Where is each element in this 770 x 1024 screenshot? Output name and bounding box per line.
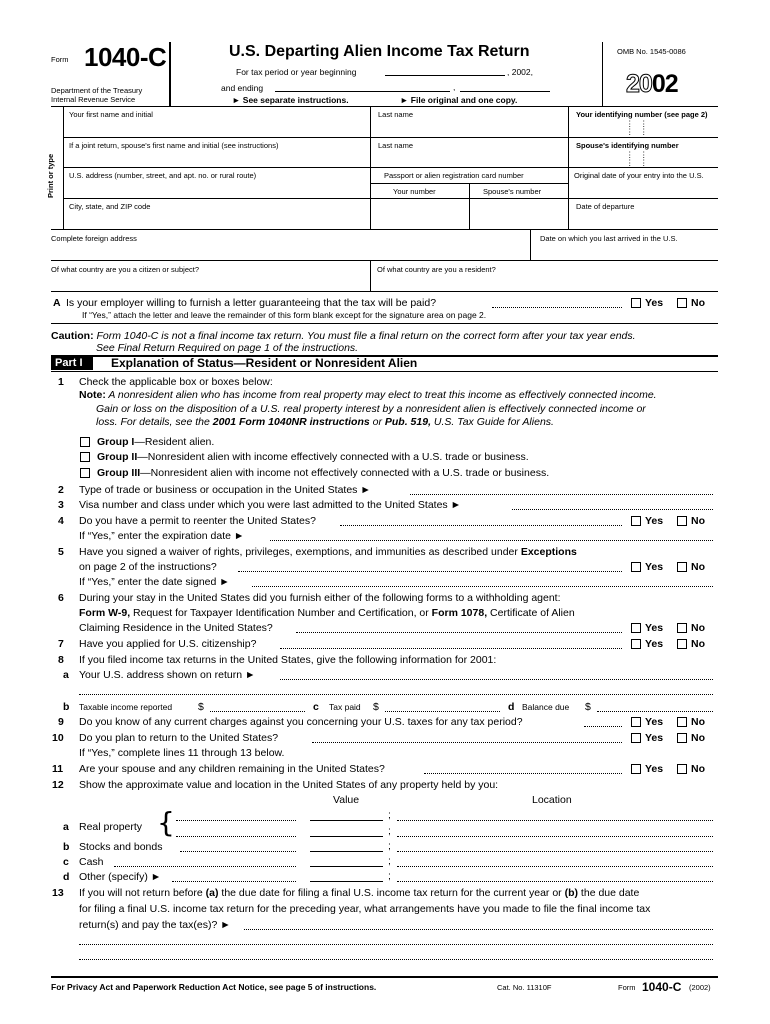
line3-field[interactable] — [512, 509, 713, 510]
leader-dots — [238, 571, 622, 572]
caution-label: Caution: — [51, 330, 94, 342]
leader-dots — [296, 632, 622, 633]
line2-text: Type of trade or business or occupation in the United States ► — [79, 484, 371, 496]
line2-field[interactable] — [410, 494, 713, 495]
stocks-location[interactable] — [397, 851, 713, 852]
omb-number: OMB No. 1545-0086 — [617, 47, 686, 56]
line-a-text: Is your employer willing to furnish a letter guaranteeing that the tax will be paid? — [66, 297, 437, 309]
rule — [51, 260, 718, 261]
group3-checkbox[interactable] — [80, 468, 90, 478]
part1-title: Explanation of Status—Resident or Nonresident Alien — [111, 356, 418, 370]
dollar-sign: $ — [373, 701, 379, 713]
file-original: ► File original and one copy. — [400, 95, 518, 105]
no-label: No — [691, 638, 705, 650]
group2-checkbox[interactable] — [80, 452, 90, 462]
line1-text: Check the applicable box or boxes below: — [79, 376, 273, 388]
semicolon: ; — [388, 825, 391, 837]
city-label: City, state, and ZIP code — [69, 202, 151, 211]
rule — [63, 198, 718, 199]
form-label: Form — [51, 55, 69, 64]
line-letter: a — [63, 821, 69, 833]
semicolon: ; — [388, 809, 391, 821]
line13-field-1[interactable] — [244, 929, 713, 930]
line11-no-checkbox[interactable] — [677, 764, 687, 774]
line-a-letter: A — [53, 297, 61, 309]
col-rule — [469, 183, 470, 229]
header-divider-right — [602, 42, 603, 106]
line10-text: Do you plan to return to the United States? — [79, 732, 279, 744]
no-label: No — [691, 297, 705, 309]
footer-rule — [51, 976, 718, 978]
yes-label: Yes — [645, 638, 664, 650]
header-divider-left — [169, 42, 171, 106]
leader-dots — [114, 866, 296, 867]
line6-yes-checkbox[interactable] — [631, 623, 641, 633]
period-year: , 2002, — [507, 67, 533, 77]
yes-label: Yes — [645, 732, 664, 744]
your-id-label: Your identifying number (see page 2) — [576, 110, 708, 119]
other-specify-field[interactable] — [172, 881, 296, 882]
cash-location[interactable] — [397, 866, 713, 867]
line8a-field-2[interactable] — [79, 694, 713, 695]
col-rule — [530, 229, 531, 260]
line4-text: Do you have a permit to reenter the United States? — [79, 515, 316, 527]
line-letter: b — [63, 701, 70, 713]
line-number: 10 — [52, 732, 64, 744]
line-a-sub: If “Yes,” attach the letter and leave the remainder of this form blank except for the signature area on page 2. — [82, 310, 487, 320]
real-property-location-1[interactable] — [397, 820, 713, 821]
yes-label: Yes — [645, 716, 664, 728]
form-number: 1040-C — [84, 42, 167, 72]
line6-text1: During your stay in the United States did you furnish either of the following forms to a withholding agent: — [79, 592, 561, 604]
entry-date-label: Original date of your entry into the U.S. — [574, 171, 704, 180]
resident-label: Of what country are you a resident? — [377, 265, 496, 274]
line4-no-checkbox[interactable] — [677, 516, 687, 526]
line10-sub: If “Yes,” complete lines 11 through 13 below. — [79, 747, 285, 759]
spouse-first-label: If a joint return, spouse's first name and initial (see instructions) — [69, 141, 279, 150]
line9-text: Do you know of any current charges against you concerning your U.S. taxes for any tax period? — [79, 716, 523, 728]
other-value[interactable] — [310, 881, 383, 882]
your-number-label: Your number — [393, 187, 436, 196]
footer-form-number: 1040-C — [642, 980, 682, 994]
period-end-year-field[interactable] — [460, 91, 550, 92]
leader-dots — [312, 742, 622, 743]
line7-text: Have you applied for U.S. citizenship? — [79, 638, 257, 650]
rule — [51, 229, 718, 230]
caution-text: Form 1040-C is not a final income tax return. You must file a final return on the correct form after your tax year ends. — [96, 330, 636, 342]
line12d-text: Other (specify) ► — [79, 871, 162, 883]
other-location[interactable] — [397, 881, 713, 882]
leader-dots — [180, 851, 296, 852]
line4-sub: If “Yes,” enter the expiration date ► — [79, 530, 245, 542]
no-label: No — [691, 716, 705, 728]
line-number: 9 — [58, 716, 64, 728]
leader-dots — [176, 820, 296, 821]
line8a-field[interactable] — [280, 679, 713, 680]
value-header: Value — [333, 794, 360, 806]
semicolon: ; — [388, 855, 391, 867]
privacy-notice: For Privacy Act and Paperwork Reduction Act Notice, see page 5 of instructions. — [51, 982, 377, 992]
rule — [51, 323, 718, 324]
rule — [51, 106, 718, 107]
dollar-sign: $ — [198, 701, 204, 713]
line6-text4: Claiming Residence in the United States? — [79, 622, 273, 634]
line-a-no-checkbox[interactable] — [677, 298, 687, 308]
col-rule — [568, 106, 569, 229]
form-title: U.S. Departing Alien Income Tax Return — [229, 43, 530, 60]
leader-dots — [176, 836, 296, 837]
departure-label: Date of departure — [576, 202, 635, 211]
line-number: 5 — [58, 546, 64, 558]
real-property-value-1[interactable] — [310, 820, 383, 821]
yes-label: Yes — [645, 763, 664, 775]
citizen-label: Of what country are you a citizen or subject? — [51, 265, 199, 274]
period-comma: , — [453, 82, 456, 92]
line13-field-3[interactable] — [79, 959, 713, 960]
semicolon: ; — [388, 840, 391, 852]
line9-yes-checkbox[interactable] — [631, 717, 641, 727]
line-letter: c — [313, 701, 319, 713]
expiration-date-field[interactable] — [270, 540, 713, 541]
leader-dots — [492, 307, 622, 308]
yes-label: Yes — [645, 561, 664, 573]
leader-dots — [340, 525, 622, 526]
line-number: 12 — [52, 779, 64, 791]
real-property-value-2[interactable] — [310, 836, 383, 837]
line12b-text: Stocks and bonds — [79, 841, 163, 853]
tax-year: 2002 — [626, 70, 678, 98]
print-or-type: Print or type — [46, 153, 55, 198]
no-label: No — [691, 515, 705, 527]
part1-label: Part I — [51, 356, 93, 370]
line12c-text: Cash — [79, 856, 104, 868]
line12a-text: Real property — [79, 821, 143, 833]
line6-no-checkbox[interactable] — [677, 623, 687, 633]
line10-no-checkbox[interactable] — [677, 733, 687, 743]
and-ending-label: and ending — [221, 83, 264, 93]
rule — [51, 371, 718, 372]
caution-line2: See Final Return Required on page 1 of the instructions. — [96, 342, 359, 354]
spouse-last-label: Last name — [378, 141, 414, 150]
period-begin-label: For tax period or year beginning — [236, 67, 357, 77]
yes-label: Yes — [645, 515, 664, 527]
line11-yes-checkbox[interactable] — [631, 764, 641, 774]
line-number: 1 — [58, 376, 64, 388]
line-a-yes-checkbox[interactable] — [631, 298, 641, 308]
spouse-id-label: Spouse's identifying number — [576, 141, 679, 150]
line-letter: a — [63, 669, 69, 681]
rule — [63, 167, 718, 168]
foreign-address-label: Complete foreign address — [51, 234, 137, 243]
line-number: 13 — [52, 887, 64, 899]
line-letter: c — [63, 856, 69, 868]
note-line2: Gain or loss on the disposition of a U.S. real property interest by a nonresident alien is effectively connected income or — [96, 403, 646, 415]
line-number: 3 — [58, 499, 64, 511]
rule — [63, 137, 718, 138]
line5-sub: If “Yes,” enter the date signed ► — [79, 576, 230, 588]
line9-no-checkbox[interactable] — [677, 717, 687, 727]
location-header: Location — [532, 794, 572, 806]
col-rule — [370, 260, 371, 291]
line5-yes-checkbox[interactable] — [631, 562, 641, 572]
line-number: 6 — [58, 592, 64, 604]
no-label: No — [691, 732, 705, 744]
rule — [51, 291, 718, 292]
line-number: 8 — [58, 654, 64, 666]
yes-label: Yes — [645, 297, 664, 309]
dept-treasury: Department of the Treasury — [51, 86, 143, 95]
dollar-sign: $ — [585, 701, 591, 713]
first-name-label: Your first name and initial — [69, 110, 153, 119]
line-number: 11 — [52, 763, 64, 775]
no-label: No — [691, 561, 705, 573]
col-rule — [370, 106, 371, 229]
line12-text: Show the approximate value and location in the United States of any property held by you: — [79, 779, 499, 791]
line4-yes-checkbox[interactable] — [631, 516, 641, 526]
passport-label: Passport or alien registration card number — [384, 171, 524, 180]
tax-paid-field[interactable] — [385, 711, 500, 712]
line8-text: If you filed income tax returns in the United States, give the following information for 2001: — [79, 654, 497, 666]
cat-number: Cat. No. 11310F — [497, 983, 552, 992]
side-rule — [63, 106, 64, 229]
no-label: No — [691, 763, 705, 775]
address-label: U.S. address (number, street, and apt. no. or rural route) — [69, 171, 257, 180]
leader-dots — [280, 648, 622, 649]
line11-text: Are your spouse and any children remaining in the United States? — [79, 763, 385, 775]
leader-dots — [584, 726, 622, 727]
date-signed-field[interactable] — [252, 586, 713, 587]
stocks-value[interactable] — [310, 851, 383, 852]
semicolon: ; — [388, 870, 391, 882]
line8b-text: Taxable income reported — [79, 702, 173, 712]
group1-checkbox[interactable] — [80, 437, 90, 447]
irs-label: Internal Revenue Service — [51, 95, 136, 104]
line8d-text: Balance due — [522, 702, 570, 712]
footer-year: (2002) — [689, 983, 711, 992]
period-begin-field[interactable] — [385, 75, 505, 76]
line13-text3: return(s) and pay the tax(es)? ► — [79, 919, 231, 931]
line7-no-checkbox[interactable] — [677, 639, 687, 649]
line5-text2: on page 2 of the instructions? — [79, 561, 217, 573]
leader-dots — [424, 773, 622, 774]
taxable-income-field[interactable] — [210, 711, 305, 712]
line-letter: d — [508, 701, 515, 713]
line13-text2: for filing a final U.S. income tax return for the preceding year, what arrangements have you made to file the final income tax — [79, 903, 651, 915]
spouse-number-label: Spouse's number — [483, 187, 542, 196]
see-instructions: ► See separate instructions. — [232, 95, 349, 105]
balance-due-field[interactable] — [597, 711, 713, 712]
line-number: 4 — [58, 515, 64, 527]
cash-value[interactable] — [310, 866, 383, 867]
last-name-label: Last name — [378, 110, 414, 119]
line7-yes-checkbox[interactable] — [631, 639, 641, 649]
footer-form-word: Form — [618, 983, 636, 992]
line-letter: b — [63, 841, 70, 853]
line3-text: Visa number and class under which you were last admitted to the United States ► — [79, 499, 461, 511]
last-arrived-label: Date on which you last arrived in the U.S. — [540, 234, 678, 243]
period-end-field[interactable] — [275, 91, 450, 92]
real-property-location-2[interactable] — [397, 836, 713, 837]
line10-yes-checkbox[interactable] — [631, 733, 641, 743]
yes-label: Yes — [645, 622, 664, 634]
line5-no-checkbox[interactable] — [677, 562, 687, 572]
line8a-text: Your U.S. address shown on return ► — [79, 669, 256, 681]
no-label: No — [691, 622, 705, 634]
line13-field-2[interactable] — [79, 944, 713, 945]
line-number: 2 — [58, 484, 64, 496]
line-letter: d — [63, 871, 70, 883]
line8c-text: Tax paid — [329, 702, 361, 712]
line-number: 7 — [58, 638, 64, 650]
